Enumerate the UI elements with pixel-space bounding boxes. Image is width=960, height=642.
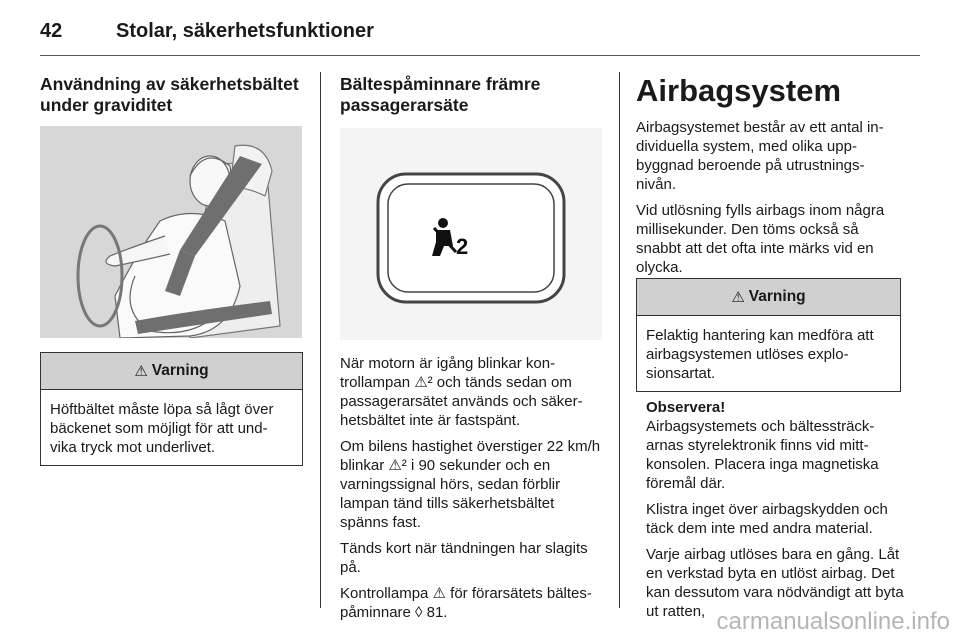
section-heading-pregnancy: Användning av säkerhetsbältet under graviditet xyxy=(40,74,299,115)
pregnant-seatbelt-illustration xyxy=(40,126,302,338)
seatbelt-lamp-illustration xyxy=(340,128,602,340)
paragraph: Airbagsystemets och bältessträck- arnas styrelektronik finns vid mitt- konsolen. Placera inga magnetiska föremål där. xyxy=(646,418,879,492)
header-rule xyxy=(40,55,920,56)
paragraph: Tänds kort när tändningen har slagits på. xyxy=(340,540,588,576)
page-header xyxy=(40,14,374,48)
page-title: Stolar, säkerhetsfunktioner xyxy=(116,19,374,42)
warning-text: Felaktig hantering kan medföra att airbagsystemen utlöses explo- sionsartat. xyxy=(646,327,874,382)
paragraph: Klistra inget över airbagskydden och täck dem inte med andra material. xyxy=(646,501,888,537)
lamp-symbol-number: 2 xyxy=(456,234,469,259)
observe-note xyxy=(646,398,904,628)
warning-header xyxy=(41,353,302,390)
paragraph: Om bilens hastighet överstiger 22 km/h blinkar ⚠² i 90 sekunder och en varningssignal hörs, sedan förblir lampan tänd tills säkerhetsbältet spänns fast. xyxy=(340,438,601,531)
column-divider xyxy=(619,72,620,608)
seatbelt-lamp-image xyxy=(340,128,602,340)
pregnant-woman-seatbelt-image xyxy=(40,126,302,338)
warning-triangle-icon: ⚠ xyxy=(134,363,148,380)
warning-box-pregnancy xyxy=(40,352,303,466)
warning-text: Höftbältet måste löpa så lågt över bäckenet som möjligt för att und- vika tryck mot underlivet. xyxy=(50,401,274,456)
warning-triangle-icon: ⚠ xyxy=(731,289,745,306)
paragraph: Airbagsystemet består av ett antal in- dividuella system, med olika upp- byggnad beroende på utrustnings- nivån. xyxy=(636,119,884,193)
paragraph: När motorn är igång blinkar kon- trollampan ⚠² och tänds sedan om passagerarsätet används och säker- hetsbältet inte är fastspänt. xyxy=(340,355,583,429)
paragraph: Vid utlösning fylls airbags inom några millisekunder. Den töms också så snabbt att det ofta inte märks vid en olycka. xyxy=(636,202,885,276)
warning-box-airbag xyxy=(636,278,901,392)
page-number: 42 xyxy=(40,19,63,42)
section-heading-airbag: Airbagsystem xyxy=(636,73,842,108)
column-passenger-reminder xyxy=(340,74,602,621)
watermark: carmanualsonline.info xyxy=(716,608,950,635)
paragraph: Kontrollampa ⚠ för förarsätets bältes- påminnare ◊ 81. xyxy=(340,585,592,621)
passenger-reminder-body xyxy=(340,354,602,629)
column-pregnancy xyxy=(40,74,302,116)
section-heading-passenger-reminder: Bältespåminnare främre passagerarsäte xyxy=(340,74,541,115)
warning-header xyxy=(637,279,900,316)
warning-title: Varning xyxy=(151,362,209,379)
observe-title: Observera! xyxy=(646,399,726,416)
warning-title: Varning xyxy=(748,288,806,305)
column-divider xyxy=(320,72,321,608)
paragraph: Varje airbag utlöses bara en gång. Låt en verkstad byta en utlöst airbag. Det kan dessutom vara nödvändigt att byta ut ratten, xyxy=(646,546,904,620)
